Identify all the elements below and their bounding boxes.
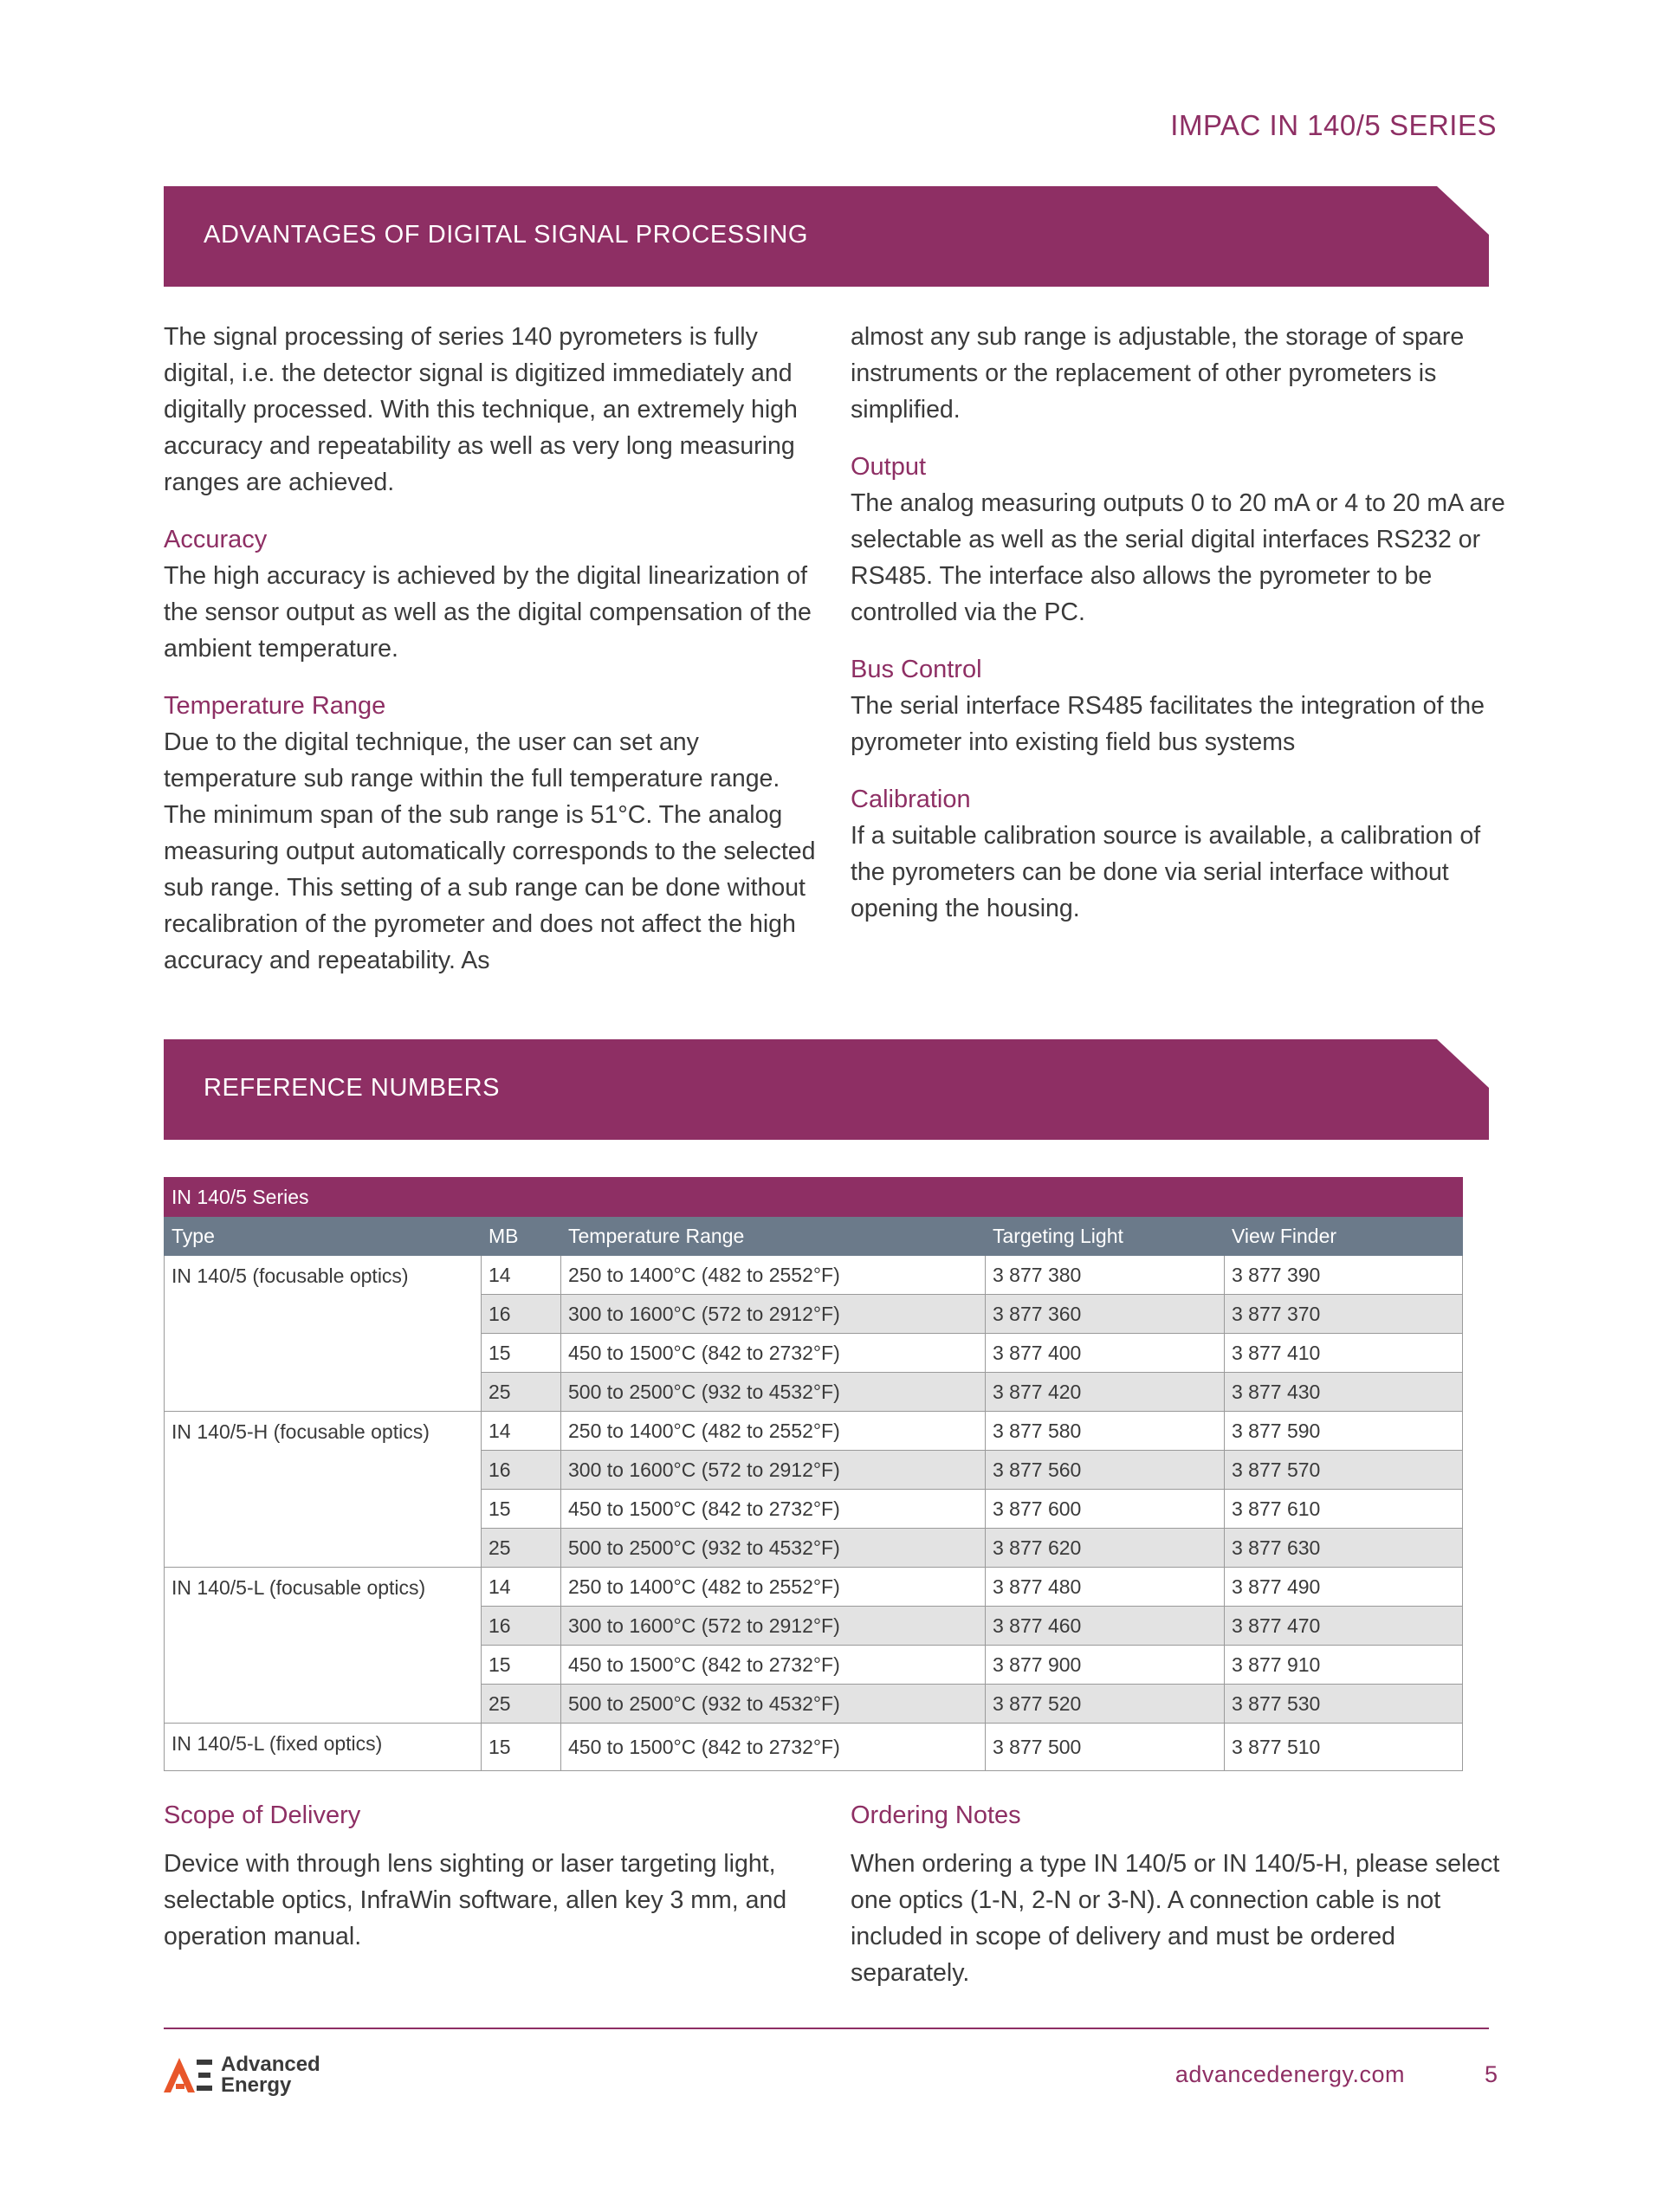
cell-mb: 15: [482, 1646, 561, 1685]
cell-targeting-light: 3 877 560: [986, 1451, 1225, 1490]
table-header-row: [165, 1217, 1463, 1256]
cell-targeting-light: 3 877 500: [986, 1724, 1225, 1771]
cell-temperature-range: 300 to 1600°C (572 to 2912°F): [561, 1607, 986, 1646]
table-row: [165, 1724, 1463, 1771]
cell-mb: 14: [482, 1412, 561, 1451]
header-type: Type: [165, 1217, 482, 1256]
scope-of-delivery: [164, 1797, 822, 1955]
cell-mb: 14: [482, 1568, 561, 1607]
cell-temperature-range: 250 to 1400°C (482 to 2552°F): [561, 1568, 986, 1607]
table-row: [165, 1256, 1463, 1295]
cell-temperature-range: 300 to 1600°C (572 to 2912°F): [561, 1295, 986, 1334]
scope-heading: Scope of Delivery: [164, 1801, 361, 1829]
ae-logo-icon: [164, 2056, 212, 2094]
bus-control-heading: Bus Control: [851, 656, 982, 683]
output-paragraph: The analog measuring outputs 0 to 20 mA or 4 to 20 mA are selectable as well as the serial digital interfaces RS232 or RS485. The interface also allows the pyrometer to be controlled via the PC.: [851, 489, 1505, 626]
advantages-banner: [164, 186, 1489, 287]
cell-targeting-light: 3 877 620: [986, 1529, 1225, 1568]
cell-mb: 14: [482, 1256, 561, 1295]
reference-banner-title: REFERENCE NUMBERS: [204, 1074, 501, 1102]
cell-temperature-range: 450 to 1500°C (842 to 2732°F): [561, 1724, 986, 1771]
header-mb: MB: [482, 1217, 561, 1256]
cell-mb: 16: [482, 1451, 561, 1490]
cell-targeting-light: 3 877 480: [986, 1568, 1225, 1607]
footer-website-link[interactable]: advancedenergy.com: [1174, 2061, 1405, 2087]
cell-mb: 15: [482, 1334, 561, 1373]
cell-view-finder: 3 877 490: [1225, 1568, 1463, 1607]
header-temperature-range: Temperature Range: [561, 1217, 986, 1256]
cell-temperature-range: 450 to 1500°C (842 to 2732°F): [561, 1490, 986, 1529]
cell-mb: 16: [482, 1295, 561, 1334]
cell-view-finder: 3 877 610: [1225, 1490, 1463, 1529]
temperature-range-heading: Temperature Range: [164, 692, 386, 720]
cell-view-finder: 3 877 530: [1225, 1685, 1463, 1724]
cell-temperature-range: 450 to 1500°C (842 to 2732°F): [561, 1334, 986, 1373]
cell-mb: 15: [482, 1724, 561, 1771]
ordering-notes: [851, 1797, 1509, 1991]
logo-wordmark: [221, 2054, 320, 2096]
cell-mb: 25: [482, 1529, 561, 1568]
table-row: [165, 1412, 1463, 1451]
advanced-energy-logo: [164, 2054, 320, 2096]
cell-type: IN 140/5 (focusable optics): [165, 1256, 482, 1412]
cell-temperature-range: 300 to 1600°C (572 to 2912°F): [561, 1451, 986, 1490]
calibration-paragraph: If a suitable calibration source is available, a calibration of the pyrometers can be done via serial interface without opening the housing.: [851, 822, 1481, 922]
table-series-row: [165, 1178, 1463, 1217]
cell-mb: 25: [482, 1373, 561, 1412]
cell-targeting-light: 3 877 400: [986, 1334, 1225, 1373]
cell-targeting-light: 3 877 460: [986, 1607, 1225, 1646]
scope-paragraph: Device with through lens sighting or laser targeting light, selectable optics, InfraWin software, allen key 3 mm, and operation manual.: [164, 1850, 787, 1950]
cell-view-finder: 3 877 630: [1225, 1529, 1463, 1568]
cell-targeting-light: 3 877 420: [986, 1373, 1225, 1412]
cell-targeting-light: 3 877 600: [986, 1490, 1225, 1529]
table-row: [165, 1568, 1463, 1607]
reference-numbers-table: [164, 1177, 1463, 1771]
cell-view-finder: 3 877 570: [1225, 1451, 1463, 1490]
reference-banner: [164, 1039, 1489, 1140]
document-series-title: IMPAC IN 140/5 SERIES: [1170, 109, 1497, 141]
intro-paragraph: The signal processing of series 140 pyrometers is fully digital, i.e. the detector signal is digitized immediately and digitally processed. With this technique, an extremely high accuracy and repeatability as well as very long measuring ranges are achieved.: [164, 323, 798, 496]
cell-targeting-light: 3 877 380: [986, 1256, 1225, 1295]
cell-view-finder: 3 877 910: [1225, 1646, 1463, 1685]
cell-view-finder: 3 877 390: [1225, 1256, 1463, 1295]
cell-targeting-light: 3 877 900: [986, 1646, 1225, 1685]
cell-targeting-light: 3 877 360: [986, 1295, 1225, 1334]
temperature-range-paragraph: Due to the digital technique, the user can set any temperature sub range within the full temperature range. The minimum span of the sub range is 51°C. The analog measuring output automatically corresponds to the selected sub range. This setting of a sub range can be done without recalibration of the pyrometer and does not affect the high accuracy and repeatability. As: [164, 728, 816, 974]
ordering-heading: Ordering Notes: [851, 1801, 1021, 1829]
cell-targeting-light: 3 877 520: [986, 1685, 1225, 1724]
table-series-label: IN 140/5 Series: [165, 1178, 1463, 1217]
cell-mb: 16: [482, 1607, 561, 1646]
table-body: [165, 1256, 1463, 1771]
calibration-heading: Calibration: [851, 786, 971, 813]
header-targeting-light: Targeting Light: [986, 1217, 1225, 1256]
cell-temperature-range: 500 to 2500°C (932 to 4532°F): [561, 1529, 986, 1568]
page-number: 5: [1484, 2061, 1498, 2087]
header-view-finder: View Finder: [1225, 1217, 1463, 1256]
cell-type: IN 140/5-L (fixed optics): [165, 1724, 482, 1771]
accuracy-heading: Accuracy: [164, 526, 268, 553]
cell-targeting-light: 3 877 580: [986, 1412, 1225, 1451]
left-column: [164, 319, 822, 999]
cell-mb: 25: [482, 1685, 561, 1724]
advantages-banner-title: ADVANTAGES OF DIGITAL SIGNAL PROCESSING: [204, 221, 809, 249]
ordering-paragraph: When ordering a type IN 140/5 or IN 140/5-H, please select one optics (1-N, 2-N or 3-N). A connection cable is not included in scope of delivery and must be ordered separately.: [851, 1850, 1500, 1987]
continuation-paragraph: almost any sub range is adjustable, the storage of spare instruments or the replacement of other pyrometers is simplified.: [851, 323, 1465, 424]
cell-view-finder: 3 877 590: [1225, 1412, 1463, 1451]
cell-type: IN 140/5-H (focusable optics): [165, 1412, 482, 1568]
bus-control-paragraph: The serial interface RS485 facilitates the integration of the pyrometer into existing field bus systems: [851, 692, 1485, 756]
accuracy-paragraph: The high accuracy is achieved by the digital linearization of the sensor output as well as the digital compensation of the ambient temperature.: [164, 562, 812, 663]
cell-temperature-range: 250 to 1400°C (482 to 2552°F): [561, 1256, 986, 1295]
logo-word-energy: Energy: [221, 2073, 292, 2097]
cell-temperature-range: 500 to 2500°C (932 to 4532°F): [561, 1373, 986, 1412]
cell-mb: 15: [482, 1490, 561, 1529]
cell-view-finder: 3 877 470: [1225, 1607, 1463, 1646]
output-heading: Output: [851, 453, 927, 481]
cell-view-finder: 3 877 370: [1225, 1295, 1463, 1334]
logo-word-advanced: Advanced: [221, 2053, 320, 2076]
right-column: [851, 319, 1509, 948]
cell-temperature-range: 500 to 2500°C (932 to 4532°F): [561, 1685, 986, 1724]
cell-type: IN 140/5-L (focusable optics): [165, 1568, 482, 1724]
footer-divider: [164, 2028, 1489, 2029]
cell-temperature-range: 250 to 1400°C (482 to 2552°F): [561, 1412, 986, 1451]
cell-temperature-range: 450 to 1500°C (842 to 2732°F): [561, 1646, 986, 1685]
cell-view-finder: 3 877 410: [1225, 1334, 1463, 1373]
cell-view-finder: 3 877 510: [1225, 1724, 1463, 1771]
cell-view-finder: 3 877 430: [1225, 1373, 1463, 1412]
